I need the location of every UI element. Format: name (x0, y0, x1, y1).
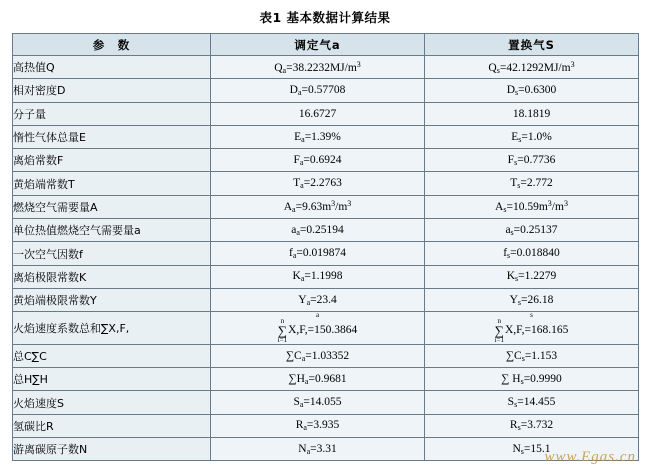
cell-substitute-gas: $R_s=3.732$ (425, 414, 639, 437)
row-label: 黄焰端常数T (13, 172, 211, 195)
table-row (13, 79, 639, 102)
cell-substitute-gas: $Y_s=26.18$ (425, 288, 639, 311)
row-label: 离焰极限常数K (13, 265, 211, 288)
cell-adjusted-gas: $D_a=0.57708$ (211, 79, 425, 102)
cell-substitute-gas: $N_s=15.1$ (425, 438, 639, 461)
row-label: 惰性气体总量E (13, 125, 211, 148)
cell-adjusted-gas: $F_a=0.6924$ (211, 149, 425, 172)
cell-substitute-gas: $E_s=1.0\%$ (425, 125, 639, 148)
table-row (13, 242, 639, 265)
cell-substitute-gas: $D_s=0.6300$ (425, 79, 639, 102)
row-label: 单位热值燃烧空气需要量a (13, 219, 211, 242)
basic-data-results-table (12, 33, 639, 461)
row-label: 离焰常数F (13, 149, 211, 172)
table-row (13, 391, 639, 414)
cell-adjusted-gas: $f_a=0.019874$ (211, 242, 425, 265)
table-row (13, 56, 639, 79)
column-header-substitute-gas: 置换气S (425, 34, 639, 56)
table-header-row (13, 34, 639, 56)
cell-adjusted-gas: $E_a=1.39\%$ (211, 125, 425, 148)
cell-adjusted-gas: $K_a=1.1998$ (211, 265, 425, 288)
table-row (13, 125, 639, 148)
cell-substitute-gas: $f_s=0.018840$ (425, 242, 639, 265)
table-row (13, 312, 639, 345)
watermark: www.Egas.cn (544, 449, 636, 465)
row-label: 燃烧空气需要量A (13, 195, 211, 218)
column-header-parameter: 参 数 (13, 34, 211, 56)
cell-substitute-gas: s n ∑ i=1 X,F,=168.165 (425, 312, 639, 345)
table-row (13, 149, 639, 172)
row-label: 高热值Q (13, 56, 211, 79)
cell-adjusted-gas: 16.6727 (211, 102, 425, 125)
row-label: 分子量 (13, 102, 211, 125)
table-row (13, 102, 639, 125)
cell-adjusted-gas: $a_a=0.25194$ (211, 219, 425, 242)
table-row (13, 288, 639, 311)
table-row (13, 368, 639, 391)
cell-adjusted-gas: a n ∑ i=1 X,F,=150.3864 (211, 312, 425, 345)
cell-substitute-gas: $A_s=10.59m^3/m^3$ (425, 195, 639, 218)
cell-substitute-gas: $F_s=0.7736$ (425, 149, 639, 172)
cell-substitute-gas: $T_s=2.772$ (425, 172, 639, 195)
cell-adjusted-gas: $Q_a=38.2232MJ/m^3$ (211, 56, 425, 79)
table-row (13, 195, 639, 218)
cell-adjusted-gas: $S_a=14.055$ (211, 391, 425, 414)
cell-substitute-gas: $a_s=0.25137$ (425, 219, 639, 242)
column-header-adjusted-gas: 调定气a (211, 34, 425, 56)
cell-adjusted-gas: $T_a=2.2763$ (211, 172, 425, 195)
cell-substitute-gas: ∑ $H_s=0.9990$ (425, 368, 639, 391)
row-label: 相对密度D (13, 79, 211, 102)
table-body (13, 56, 639, 461)
cell-adjusted-gas: $R_a=3.935$ (211, 414, 425, 437)
row-label: 总H∑H (13, 368, 211, 391)
cell-adjusted-gas: $Y_a=23.4$ (211, 288, 425, 311)
table-row (13, 414, 639, 437)
cell-adjusted-gas: $A_a=9.63m^3/m^3$ (211, 195, 425, 218)
cell-substitute-gas: $\sum C_s=1.153$ (425, 344, 639, 367)
cell-adjusted-gas: $N_a=3.31$ (211, 438, 425, 461)
table-header (13, 34, 639, 56)
cell-adjusted-gas: $\sum C_a=1.03352$ (211, 344, 425, 367)
table-caption: 表1 基本数据计算结果 (259, 10, 391, 25)
table-row (13, 219, 639, 242)
cell-substitute-gas: 18.1819 (425, 102, 639, 125)
row-label: 总C∑C (13, 344, 211, 367)
table-row (13, 265, 639, 288)
row-label: 火焰速度系数总和∑X,F, (13, 312, 211, 345)
table-row (13, 344, 639, 367)
row-label: 游离碳原子数N (13, 438, 211, 461)
row-label: 氢碳比R (13, 414, 211, 437)
row-label: 黄焰端极限常数Y (13, 288, 211, 311)
row-label: 一次空气因数f (13, 242, 211, 265)
cell-substitute-gas: $K_s=1.2279$ (425, 265, 639, 288)
cell-adjusted-gas: $\sum H_a=0.9681$ (211, 368, 425, 391)
cell-substitute-gas: $S_s=14.455$ (425, 391, 639, 414)
table-row (13, 172, 639, 195)
row-label: 火焰速度S (13, 391, 211, 414)
cell-substitute-gas: $Q_s=42.1292MJ/m^3$ (425, 56, 639, 79)
